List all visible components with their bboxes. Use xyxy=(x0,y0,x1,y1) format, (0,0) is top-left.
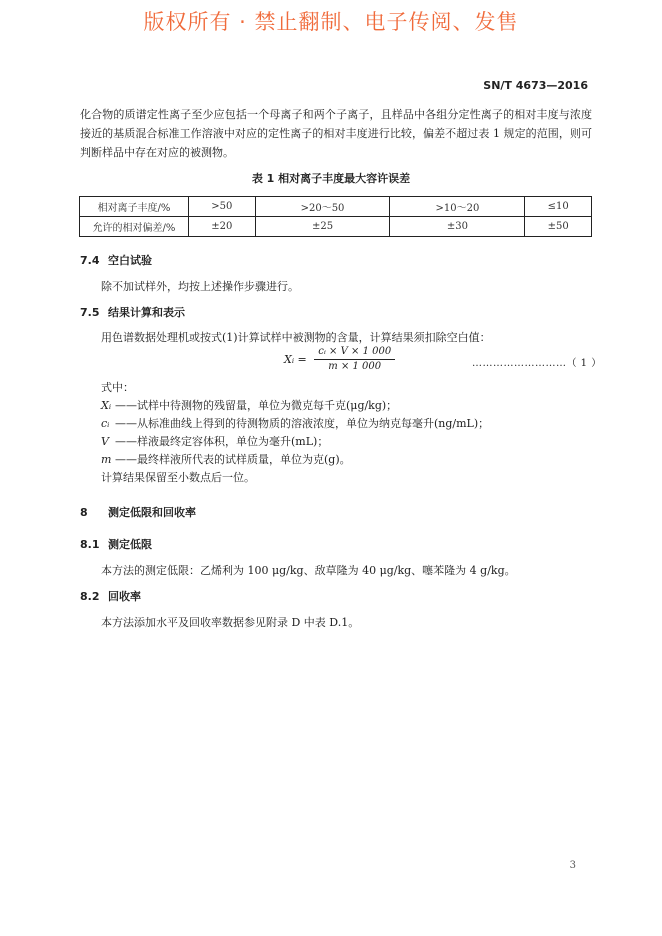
formula-numerator: cᵢ × V × 1 000 xyxy=(314,345,395,360)
table-cell: ±30 xyxy=(390,217,525,237)
table-row-label: 允许的相对偏差/% xyxy=(80,217,189,237)
section-7-4-text: 除不加试样外，均按上述操作步骤进行。 xyxy=(101,280,299,293)
var-symbol: cᵢ xyxy=(101,417,110,430)
watermark: 版权所有 · 禁止翻制、电子传阅、发售 xyxy=(143,10,519,34)
table-cell: >10～20 xyxy=(390,197,525,217)
table-caption: 表 1 相对离子丰度最大容许误差 xyxy=(251,172,411,185)
var-symbol: V xyxy=(101,435,109,448)
var-definition xyxy=(101,433,328,449)
var-definition xyxy=(101,415,489,431)
var-desc: ——从标准曲线上得到的待测物质的溶液浓度，单位为纳克每毫升(ng/mL)； xyxy=(115,417,490,430)
section-7-5-text: 用色谱数据处理机或按式(1)计算试样中被测物的含量，计算结果须扣除空白值： xyxy=(101,331,491,344)
table-cell: ±25 xyxy=(255,217,390,237)
section-number: 8.1 xyxy=(80,538,100,551)
var-desc: ——最终样液所代表的试样质量，单位为克(g)。 xyxy=(115,453,351,466)
intro-paragraph: 化合物的质谱定性离子至少应包括一个母离子和两个子离子，且样品中各组分定性离子的相对丰度与浓度接近的基质混合标准工作溶液中对应的定性离子的相对丰度进行比较，偏差不超过表 1 规定的范围，则可判断样品中存在对应的被测物。 xyxy=(80,108,592,159)
table-row xyxy=(80,217,592,237)
equation-number: ………………………（ 1 ） xyxy=(472,358,602,369)
where-label: 式中： xyxy=(101,381,134,394)
standard-number: SN/T 4673—2016 xyxy=(483,79,588,92)
section-title: 空白试验 xyxy=(108,254,152,267)
var-desc: ——试样中待测物的残留量，单位为微克每千克(μg/kg)； xyxy=(115,399,398,412)
var-symbol: m xyxy=(101,453,112,466)
formula-lhs: Xᵢ = xyxy=(284,353,307,366)
section-7-4-heading xyxy=(80,252,152,268)
table-cell: ±20 xyxy=(189,217,256,237)
formula-denominator: m × 1 000 xyxy=(328,361,382,372)
section-8-heading xyxy=(80,504,196,520)
section-8-1-text: 本方法的测定低限：乙烯利为 100 μg/kg、敌草隆为 40 μg/kg、噻苯隆为 4 g/kg。 xyxy=(101,564,516,577)
page-number: 3 xyxy=(569,860,576,871)
rounding-note: 计算结果保留至小数点后一位。 xyxy=(101,471,255,484)
table-cell: ≤10 xyxy=(525,197,592,217)
table-row-label: 相对离子丰度/% xyxy=(80,197,189,217)
section-number: 8 xyxy=(80,506,88,519)
var-definition xyxy=(101,397,397,413)
section-8-1-heading xyxy=(80,536,152,552)
section-title: 结果计算和表示 xyxy=(108,306,185,319)
table-cell: >50 xyxy=(189,197,256,217)
section-title: 测定低限 xyxy=(108,538,152,551)
var-desc: ——样液最终定容体积，单位为毫升(mL)； xyxy=(115,435,329,448)
section-8-2-text: 本方法添加水平及回收率数据参见附录 D 中表 D.1。 xyxy=(101,616,360,629)
ion-abundance-table xyxy=(79,196,592,237)
section-number: 7.4 xyxy=(80,254,100,267)
section-title: 回收率 xyxy=(108,590,141,603)
table-cell: ±50 xyxy=(525,217,592,237)
section-number: 7.5 xyxy=(80,306,100,319)
section-7-5-heading xyxy=(80,304,185,320)
table-cell: >20～50 xyxy=(255,197,390,217)
var-definition xyxy=(101,451,351,467)
formula-fraction xyxy=(314,345,395,374)
table-row xyxy=(80,197,592,217)
section-title: 测定低限和回收率 xyxy=(108,506,196,519)
section-number: 8.2 xyxy=(80,590,100,603)
var-symbol: Xᵢ xyxy=(101,399,112,412)
formula-1 xyxy=(284,345,395,374)
section-8-2-heading xyxy=(80,588,141,604)
